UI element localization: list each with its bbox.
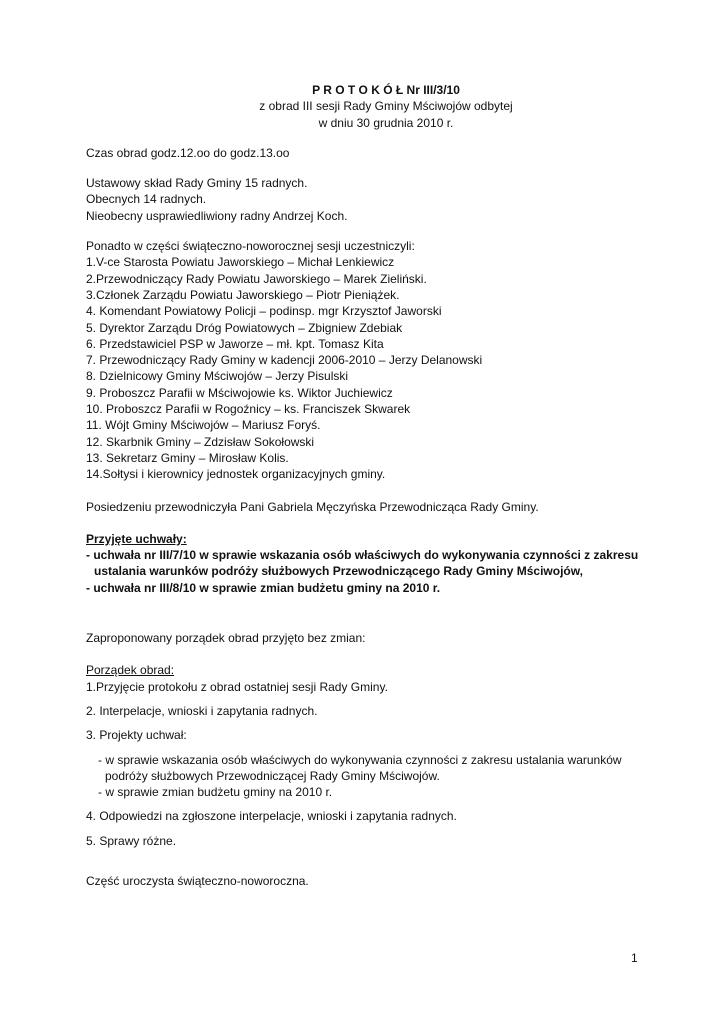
participant-item: 5. Dyrektor Zarządu Dróg Powiatowych – Zbigniew Zdebiak [86, 320, 403, 335]
participant-item: 6. Przedstawiciel PSP w Jaworze – mł. kpt. Tomasz Kita [86, 336, 384, 351]
participant-item: 3.Członek Zarządu Powiatu Jaworskiego – Piotr Pieniążek. [86, 287, 400, 302]
participant-item: 13. Sekretarz Gminy – Mirosław Kolis. [86, 450, 289, 465]
agenda-accepted-note: Zaproponowany porządek obrad przyjęto bez zmian: [86, 631, 366, 646]
agenda-item: 4. Odpowiedzi na zgłoszone interpelacje, wnioski i zapytania radnych. [86, 809, 457, 824]
chair-statement: Posiedzeniu przewodniczyła Pani Gabriela Męczyńska Przewodnicząca Rady Gminy. [86, 499, 539, 514]
document-page [86, 82, 686, 889]
composition-line: Ustawowy skład Rady Gminy 15 radnych. [86, 176, 308, 191]
council-composition [86, 175, 686, 224]
participants-intro: Ponadto w części świąteczno-noworocznej sesji uczestniczyli: [86, 239, 415, 254]
participants-list [86, 254, 686, 482]
page-number: 1 [631, 951, 638, 965]
protocol-subtitle-session: z obrad III sesji Rady Gminy Mściwojów odbytej [259, 99, 513, 114]
adopted-resolutions [86, 531, 686, 596]
participant-item: 8. Dzielnicowy Gminy Mściwojów – Jerzy Pisulski [86, 369, 349, 384]
agenda-item: 5. Sprawy różne. [86, 833, 177, 848]
resolution-item: - uchwała nr III/8/10 w sprawie zmian budżetu gminy na 2010 r. [86, 580, 441, 595]
protocol-subtitle-date: w dniu 30 grudnia 2010 r. [318, 115, 454, 130]
resolution-item: - uchwała nr III/7/10 w sprawie wskazania osób właściwych do wykonywania czynności z zakresu [86, 548, 639, 563]
agenda-item: 1.Przyjęcie protokołu z obrad ostatniej sesji Rady Gminy. [86, 679, 388, 694]
agenda-subitem: - w sprawie zmian budżetu gminy na 2010 r. [98, 785, 333, 800]
composition-line: Nieobecny usprawiedliwiony radny Andrzej Koch. [86, 208, 348, 223]
participant-item: 14.Sołtysi i kierownicy jednostek organizacyjnych gminy. [86, 467, 386, 482]
agenda [86, 662, 686, 849]
agenda-item: 2. Interpelacje, wnioski i zapytania radnych. [86, 703, 318, 718]
agenda-item: 3. Projekty uchwał: [86, 728, 187, 743]
resolution-item-continuation: ustalania warunków podróży służbowych Przewodniczącego Rady Gminy Mściwojów, [94, 564, 583, 579]
participant-item: 11. Wójt Gminy Mściwojów – Mariusz Foryś. [86, 418, 321, 433]
agenda-subitem-continuation: podróży służbowych Przewodniczącej Rady Gminy Mściwojów. [105, 768, 440, 783]
participant-item: 10. Proboszcz Parafii w Rogoźnicy – ks. Franciszek Skwarek [86, 402, 411, 417]
closing-statement: Część uroczysta świąteczno-noworoczna. [86, 873, 309, 888]
agenda-subitem: - w sprawie wskazania osób właściwych do wykonywania czynności z zakresu ustalania warunków [98, 752, 622, 767]
participant-item: 7. Przewodniczący Rady Gminy w kadencji 2006-2010 – Jerzy Delanowski [86, 353, 483, 368]
participant-item: 2.Przewodniczący Rady Powiatu Jaworskiego – Marek Zieliński. [86, 271, 427, 286]
participant-item: 12. Skarbnik Gminy – Zdzisław Sokołowski [86, 434, 315, 449]
protocol-title: P R O T O K Ó Ł Nr III/3/10 [312, 83, 460, 97]
participant-item: 9. Proboszcz Parafii w Mściwojowie ks. Wiktor Juchiewicz [86, 385, 393, 400]
agenda-heading: Porządek obrad: [86, 663, 175, 678]
participant-item: 4. Komendant Powiatowy Policji – podinsp. mgr Krzysztof Jaworski [86, 304, 442, 319]
session-time: Czas obrad godz.12.oo do godz.13.oo [86, 145, 290, 160]
composition-line: Obecnych 14 radnych. [86, 192, 207, 207]
participant-item: 1.V-ce Starosta Powiatu Jaworskiego – Michał Lenkiewicz [86, 255, 395, 270]
resolutions-heading: Przyjęte uchwały: [86, 531, 187, 546]
